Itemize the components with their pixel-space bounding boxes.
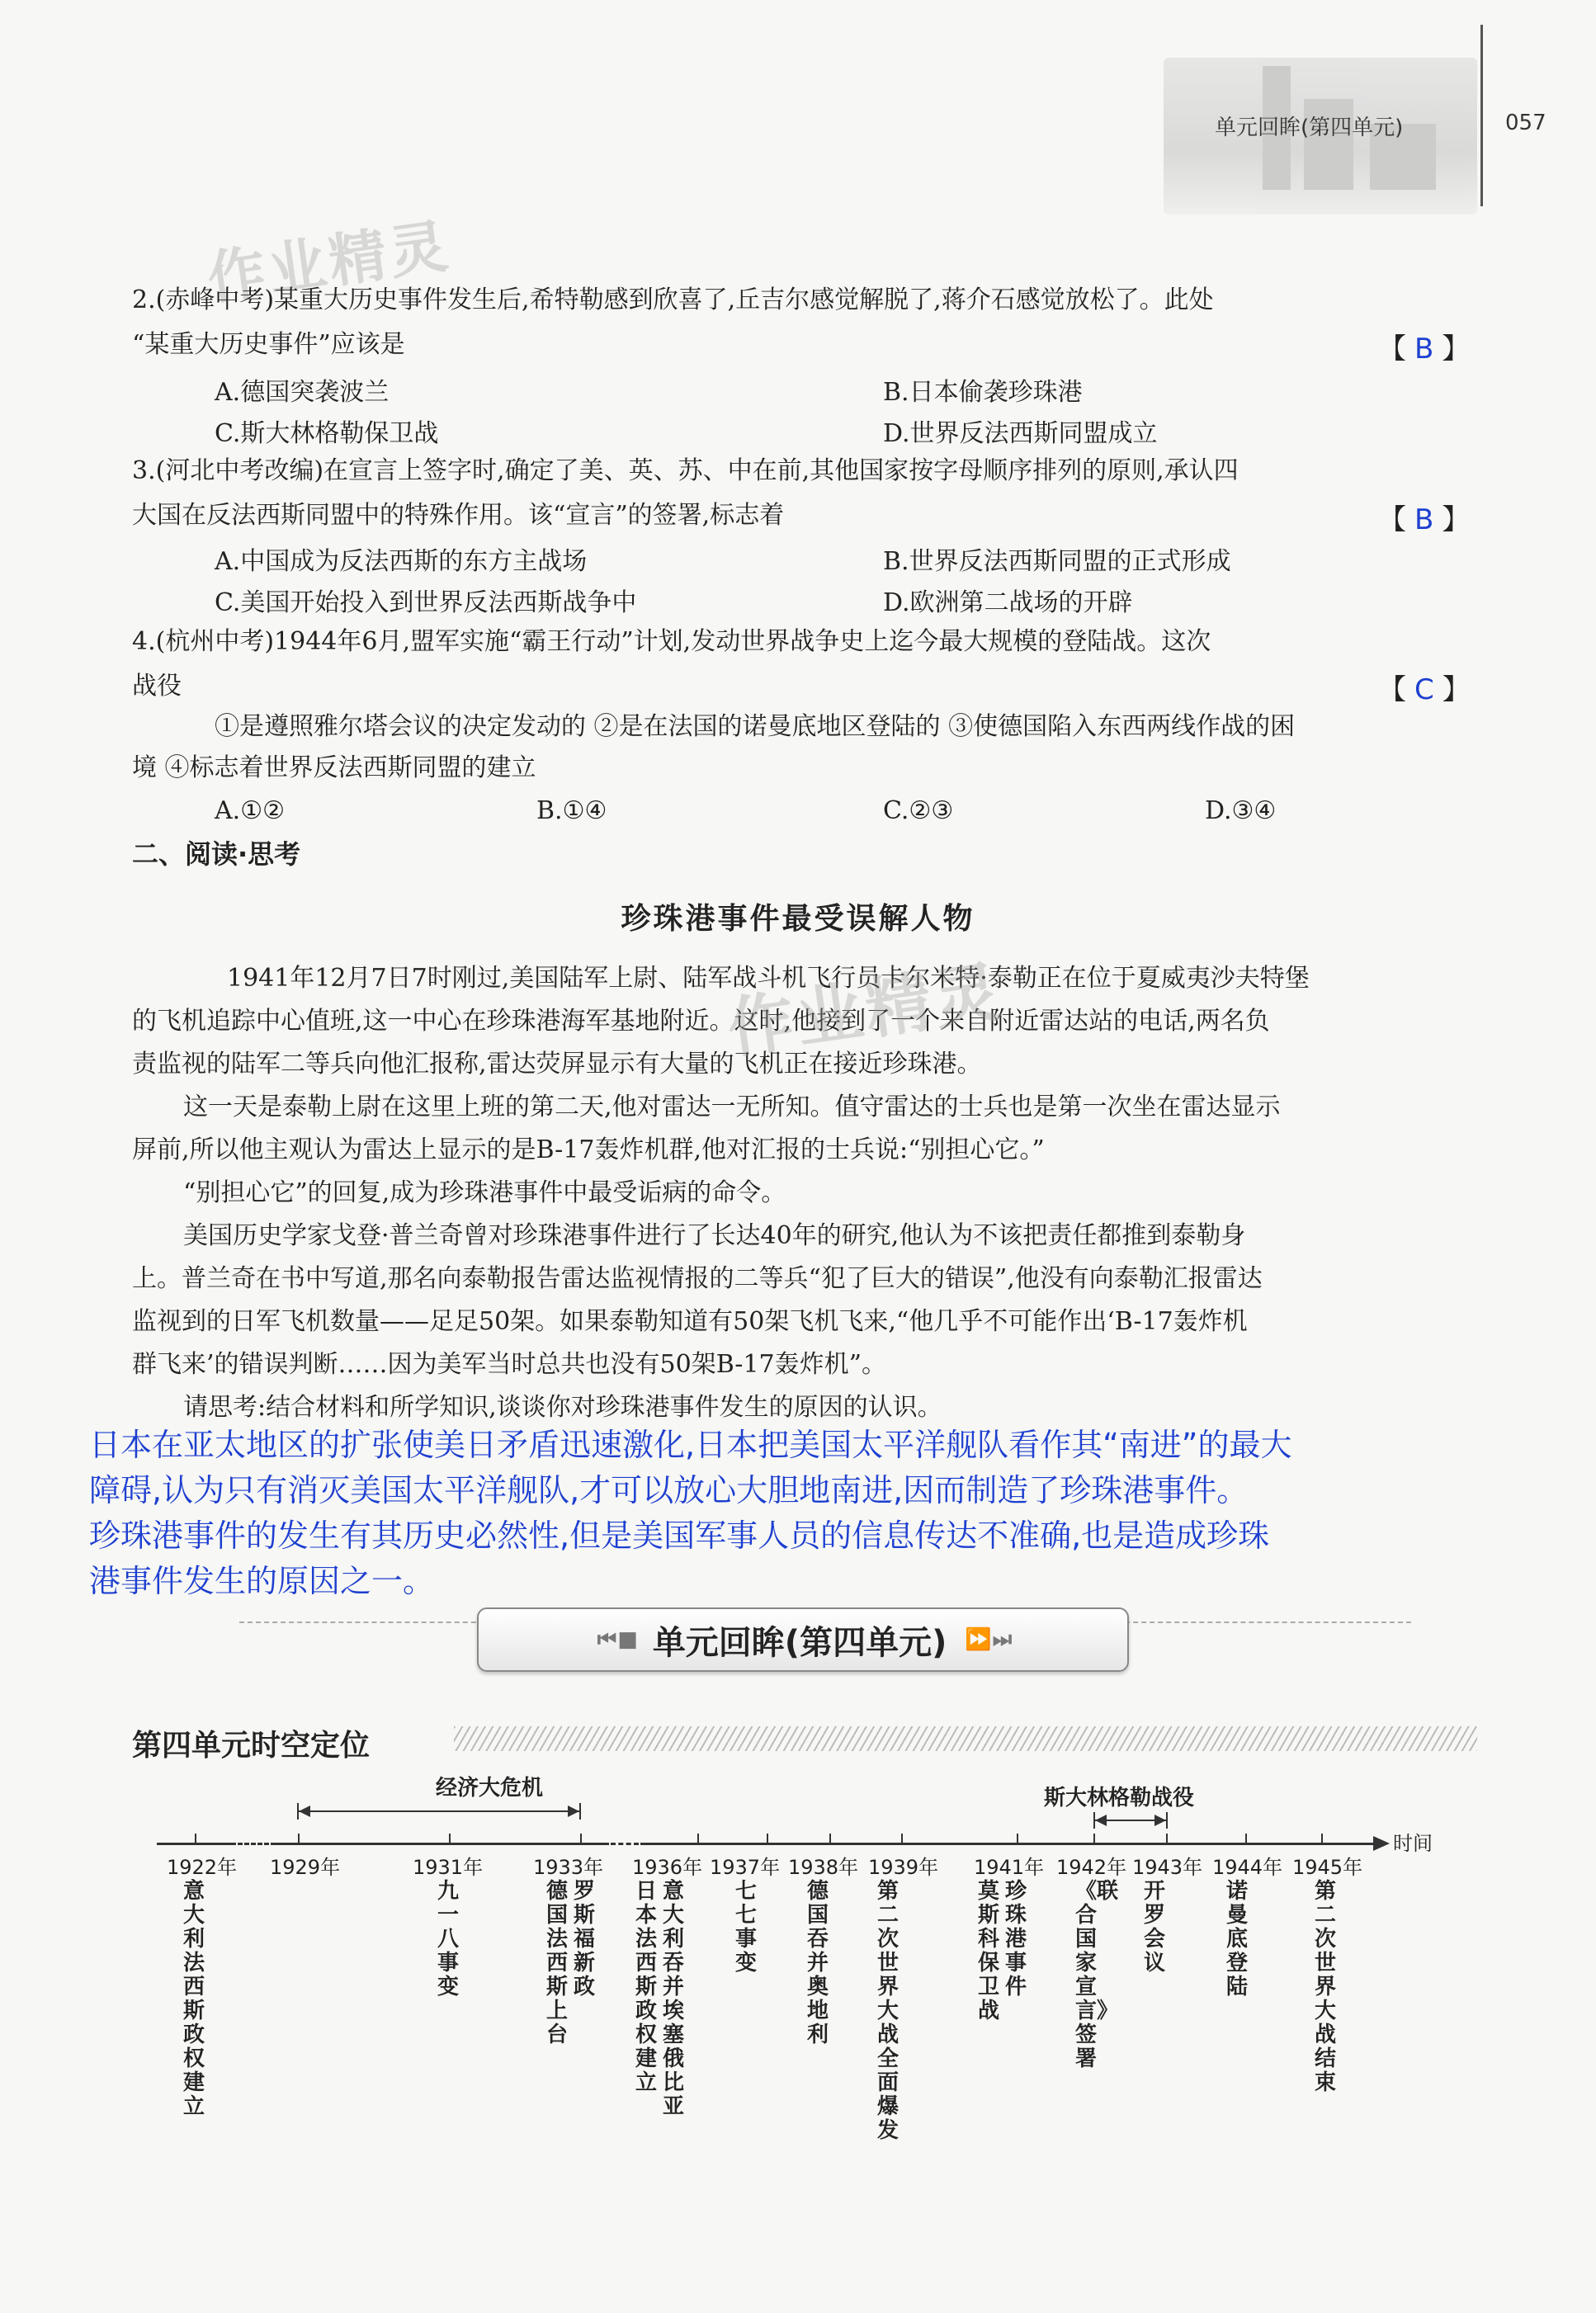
- unit-review-banner: [477, 1607, 1129, 1672]
- answer-q2: B: [1414, 333, 1434, 366]
- timeline-year: 1939年: [868, 1856, 939, 1879]
- arrow-right-icon: [568, 1806, 579, 1817]
- page-number: 057: [1505, 111, 1546, 135]
- article-line: “别担心它”的回复,成为珍珠港事件中最受诟病的命令。: [183, 1178, 786, 1207]
- answer-bracket-q3: 【 B 】: [1378, 503, 1471, 536]
- timeline-year: 1943年: [1132, 1856, 1203, 1879]
- timeline-axis: [271, 1843, 609, 1845]
- timeline-year: 1936年: [632, 1856, 703, 1879]
- next-nav-icon: ⏩ ⏭: [965, 1626, 1009, 1652]
- article-line: 上。普兰奇在书中写道,那名向泰勒报告雷达监视情报的二等兵“犯了巨大的错误”,他没有向泰勒汇报雷达: [132, 1264, 1263, 1293]
- axis-tick: [697, 1834, 699, 1845]
- axis-tick: [1017, 1834, 1018, 1845]
- period-span-line: [299, 1810, 579, 1812]
- handwritten-answer-line: 日本在亚太地区的扩张使美日矛盾迅速激化,日本把美国太平洋舰队看作其“南进”的最大: [89, 1427, 1292, 1463]
- article-line: 这一天是泰勒上尉在这里上班的第二天,他对雷达一无所知。值守雷达的士兵也是第一次坐在雷达显示: [183, 1093, 1281, 1121]
- timeline-event: 开罗会议: [1144, 1879, 1166, 1975]
- timeline-event: 德国吞并奥地利: [807, 1879, 829, 2047]
- article-line: 群飞来’的错误判断……因为美军当时总共也没有50架B-17轰炸机”。: [132, 1350, 886, 1379]
- timeline-event: 罗斯福新政: [574, 1879, 596, 1999]
- answer-q3: B: [1414, 503, 1434, 536]
- prev-nav-icon: ⏮ ■: [597, 1626, 635, 1652]
- q4-option-c: C.②③: [883, 796, 954, 825]
- period-span-cap: [1166, 1812, 1168, 1829]
- timeline-event: 七七事变: [735, 1879, 758, 1975]
- question-4-line-1: 4.(杭州中考)1944年6月,盟军实施“霸王行动”计划,发动世界战争史上迄今最大规模的登陆战。这次: [132, 627, 1211, 656]
- timeline-event: 意大利法西斯政权建立: [183, 1879, 205, 2119]
- answer-q4: C: [1414, 673, 1434, 706]
- q2-option-a: A.德国突袭波兰: [215, 378, 390, 407]
- timeline-event: 诺曼底登陆: [1226, 1879, 1249, 1999]
- axis-tick: [1166, 1834, 1168, 1845]
- header-divider: [1480, 25, 1483, 206]
- watermark: 作业精灵: [723, 953, 1008, 1068]
- timeline-event: 第二次世界大战全面爆发: [877, 1879, 900, 2143]
- timeline-year: 1937年: [710, 1856, 781, 1879]
- axis-tick: [298, 1834, 300, 1845]
- article-title: 珍珠港事件最受误解人物: [621, 902, 975, 936]
- timeline-event: 第二次世界大战结束: [1315, 1879, 1337, 2095]
- timeline-year: 1942年: [1056, 1856, 1127, 1879]
- timeline-axis-break: [238, 1843, 269, 1845]
- q4-option-a: A.①②: [215, 796, 285, 825]
- q4-statements-line-1: ①是遵照雅尔塔会议的决定发动的 ②是在法国的诺曼底地区登陆的 ③使德国陷入东西两线作战的困: [215, 712, 1296, 741]
- timeline-year: 1944年: [1212, 1856, 1283, 1879]
- timeline-year: 1931年: [413, 1856, 484, 1879]
- section-heading: 二、阅读·思考: [132, 838, 301, 870]
- timeline-event: 德国法西斯上台: [546, 1879, 569, 2047]
- axis-tick: [1093, 1834, 1095, 1845]
- axis-tick: [767, 1834, 768, 1845]
- period-span-cap: [579, 1803, 581, 1820]
- timeline-axis: [640, 1843, 1375, 1845]
- axis-tick: [449, 1834, 451, 1845]
- question-3-line-2: 大国在反法西斯同盟中的特殊作用。该“宣言”的签署,标志着: [132, 501, 785, 530]
- timeline-year: 1941年: [974, 1856, 1045, 1879]
- article-line: 美国历史学家戈登·普兰奇曾对珍珠港事件进行了长达40年的研究,他认为不该把责任都推到泰勒身: [183, 1221, 1246, 1250]
- axis-tick: [901, 1834, 903, 1845]
- timeline-event: 日本法西斯政权建立: [635, 1879, 658, 2095]
- q3-option-c: C.美国开始投入到世界反法西斯战争中: [215, 588, 637, 617]
- question-2-line-1: 2.(赤峰中考)某重大历史事件发生后,希特勒感到欣喜了,丘吉尔感觉解脱了,蒋介石感觉放松了。此处: [132, 286, 1214, 314]
- period-label: 斯大林格勒战役: [1044, 1786, 1195, 1810]
- axis-arrow-icon: [1373, 1836, 1390, 1851]
- timeline-axis-break: [611, 1843, 639, 1845]
- timeline-event: 意大利吞并埃塞俄比亚: [663, 1879, 685, 2119]
- answer-bracket-q2: 【 B 】: [1378, 333, 1471, 366]
- axis-tick: [829, 1834, 831, 1845]
- question-3-line-1: 3.(河北中考改编)在宣言上签字时,确定了美、英、苏、中在前,其他国家按字母顺序排列的原则,承认四: [132, 456, 1239, 485]
- handwritten-answer-line: 障碍,认为只有消灭美国太平洋舰队,才可以放心大胆地南进,因而制造了珍珠港事件。: [89, 1472, 1249, 1508]
- period-label: 经济大危机: [436, 1776, 544, 1801]
- article-line: 监视到的日军飞机数量——足足50架。如果泰勒知道有50架飞机飞来,“他几乎不可能作出‘B-17轰炸机: [132, 1307, 1248, 1336]
- axis-tick: [1245, 1834, 1247, 1845]
- timeline-year: 1938年: [788, 1856, 859, 1879]
- timeline-heading: 第四单元时空定位: [132, 1729, 371, 1763]
- article-line: 责监视的陆军二等兵向他汇报称,雷达荧屏显示有大量的飞机正在接近珍珠港。: [132, 1050, 982, 1079]
- question-2-line-2: “某重大历史事件”应该是: [132, 330, 405, 359]
- arrow-left-icon: [299, 1806, 310, 1817]
- timeline-year: 1929年: [270, 1856, 341, 1879]
- q2-option-b: B.日本偷袭珍珠港: [883, 378, 1083, 407]
- q3-option-d: D.欧洲第二战场的开辟: [883, 588, 1133, 617]
- handwritten-answer-line: 港事件发生的原因之一。: [89, 1563, 435, 1599]
- watermark: 作业精灵: [203, 211, 456, 314]
- article-line: 1941年12月7日7时刚过,美国陆军上尉、陆军战斗机飞行员卡尔米特·泰勒正在位于夏威夷沙夫特堡: [227, 964, 1310, 993]
- axis-tick: [580, 1834, 582, 1845]
- article-line: 的飞机追踪中心值班,这一中心在珍珠港海军基地附近。这时,他接到了一个来自附近雷达站的电话,两名负: [132, 1007, 1270, 1036]
- timeline-event: 珍珠港事件: [1005, 1879, 1027, 1999]
- axis-tick: [1321, 1834, 1323, 1845]
- q4-option-d: D.③④: [1205, 796, 1277, 825]
- q2-option-c: C.斯大林格勒保卫战: [215, 419, 439, 448]
- timeline-year: 1945年: [1292, 1856, 1363, 1879]
- timeline-event: 莫斯科保卫战: [978, 1879, 1000, 2023]
- timeline-axis: [157, 1843, 236, 1845]
- heading-hatch-decoration: [454, 1726, 1477, 1751]
- timeline-year: 1922年: [167, 1856, 238, 1879]
- axis-tick: [195, 1834, 196, 1845]
- handwritten-answer-line: 珍珠港事件的发生有其历史必然性,但是美国军事人员的信息传达不准确,也是造成珍珠: [89, 1518, 1270, 1554]
- timeline-year: 1933年: [533, 1856, 604, 1879]
- q2-option-d: D.世界反法西斯同盟成立: [883, 419, 1158, 448]
- arrow-left-icon: [1095, 1815, 1107, 1826]
- arrow-right-icon: [1155, 1815, 1166, 1826]
- question-prompt: 请思考:结合材料和所学知识,谈谈你对珍珠港事件发生的原因的认识。: [183, 1393, 942, 1422]
- answer-bracket-q4: 【 C 】: [1378, 673, 1471, 706]
- q4-statements-line-2: 境 ④标志着世界反法西斯同盟的建立: [132, 753, 536, 782]
- q3-option-a: A.中国成为反法西斯的东方主战场: [215, 547, 588, 576]
- timeline-event: 九一八事变: [437, 1879, 460, 1999]
- article-line: 屏前,所以他主观认为雷达上显示的是B-17轰炸机群,他对汇报的士兵说:“别担心它。”: [132, 1135, 1045, 1164]
- question-4-line-2: 战役: [132, 672, 182, 701]
- timeline-event: 《联合国家宣言》签署: [1075, 1879, 1119, 2071]
- q4-option-b: B.①④: [536, 796, 607, 825]
- axis-label: 时间: [1393, 1832, 1433, 1855]
- header-title: 单元回眸(第四单元): [1215, 116, 1404, 140]
- q3-option-b: B.世界反法西斯同盟的正式形成: [883, 547, 1231, 576]
- banner-title: 单元回眸(第四单元): [652, 1623, 947, 1662]
